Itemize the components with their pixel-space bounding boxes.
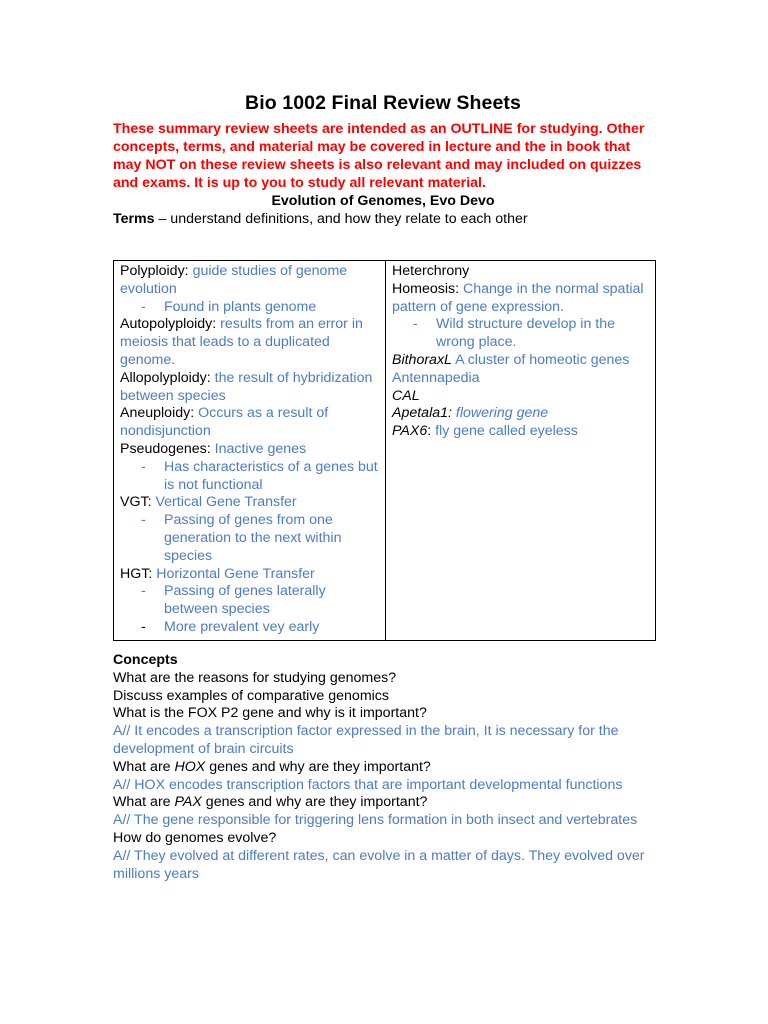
question-text: genes and why are they important? xyxy=(201,794,428,811)
question xyxy=(113,759,658,777)
term-pseudogenes xyxy=(120,441,380,459)
term-label: Aneuploidy: xyxy=(120,405,199,422)
bullet-text: Found in plants genome xyxy=(164,298,317,315)
term-label: PAX6 xyxy=(392,423,428,440)
terms-column-right xyxy=(386,261,656,641)
bullet-dash: - xyxy=(141,583,146,600)
term-homeosis xyxy=(392,281,650,317)
bullet-dash: - xyxy=(141,618,146,635)
terms-column-left xyxy=(114,261,386,641)
bullet-item xyxy=(120,619,380,637)
bullet-item xyxy=(120,583,380,619)
term-autopolyploidy xyxy=(120,316,380,369)
bullet-text: Passing of genes from one generation to the next within species xyxy=(164,512,342,564)
page-title: Bio 1002 Final Review Sheets xyxy=(245,92,521,114)
term-label: VGT: xyxy=(120,494,156,511)
answer: A// It encodes a transcription factor expressed in the brain, It is necessary for the development of brain circuits xyxy=(113,723,619,757)
term-label: Homeosis: xyxy=(392,280,463,297)
terms-instructions: – understand definitions, and how they relate to each other xyxy=(154,211,528,227)
term-separator: : xyxy=(427,423,436,440)
term-definition: Occurs as a result of nondisjunction xyxy=(120,405,329,440)
question: Discuss examples of comparative genomics xyxy=(113,687,389,704)
term-definition: Horizontal Gene Transfer xyxy=(156,565,315,582)
term-cal: CAL xyxy=(392,387,420,404)
term-hgt xyxy=(120,566,380,584)
question-text: What are xyxy=(113,794,175,811)
term-label: Pseudogenes: xyxy=(120,440,215,457)
term-definition: the result of hybridization between species xyxy=(120,369,373,404)
disclaimer-text: These summary review sheets are intended as an OUTLINE for studying. Other concepts, terms, and material may be covered in lecture and the in book that may NOT on these review sheets is also relevant and may included on quizzes and exams. It is up to you to study all relevant material. xyxy=(113,121,645,191)
terms-table xyxy=(113,260,656,641)
bullet-text: Has characteristics of a genes but is not functional xyxy=(164,458,378,493)
terms-label: Terms xyxy=(113,211,155,227)
bullet-item xyxy=(120,299,380,317)
answer: A// They evolved at different rates, can evolve in a matter of days. They evolved over millions years xyxy=(113,847,645,882)
term-pax6 xyxy=(392,423,650,441)
term-label: Polyploidy: xyxy=(120,263,193,279)
term-definition: flowering gene xyxy=(455,405,549,422)
bullet-item xyxy=(120,512,380,565)
term-label: Autopolyploidy: xyxy=(120,316,221,333)
term-heterchrony: Heterchrony xyxy=(392,263,470,279)
term-bithorax xyxy=(392,352,650,370)
bullet-item xyxy=(120,459,380,495)
term-antennapedia: Antennapedia xyxy=(392,369,480,386)
answer: A// HOX encodes transcription factors that are important developmental functions xyxy=(113,776,623,793)
term-label: HGT: xyxy=(120,565,157,582)
question xyxy=(113,794,658,812)
term-definition: fly gene called eyeless xyxy=(435,423,578,440)
term-polyploidy xyxy=(120,263,380,299)
term-vgt xyxy=(120,494,380,512)
term-label: Allopolyploidy: xyxy=(120,369,215,386)
question: How do genomes evolve? xyxy=(113,829,277,846)
term-definition: Vertical Gene Transfer xyxy=(155,494,297,511)
question-text: genes and why are they important? xyxy=(205,758,431,775)
term-definition: Inactive genes xyxy=(214,440,307,457)
bullet-text: Wild structure develop in the wrong place. xyxy=(436,316,616,351)
term-apetala1 xyxy=(392,405,650,423)
term-definition: A cluster of homeotic genes xyxy=(451,351,630,368)
bullet-dash: - xyxy=(141,298,146,315)
term-allopolyploidy xyxy=(120,370,380,406)
bullet-text: Passing of genes laterally between species xyxy=(164,583,326,618)
bullet-text: More prevalent vey early xyxy=(164,618,320,635)
question-text: What are xyxy=(113,758,175,775)
bullet-dash: - xyxy=(141,458,146,475)
question: What is the FOX P2 gene and why is it important? xyxy=(113,705,427,722)
section-heading: Evolution of Genomes, Evo Devo xyxy=(271,193,495,209)
term-label: Apetala1: xyxy=(392,405,456,422)
document-page xyxy=(113,92,653,882)
question-term: HOX xyxy=(174,758,206,775)
concepts-section xyxy=(113,652,658,883)
term-definition: results from an error in meiosis that leads to a duplicated genome. xyxy=(120,316,363,368)
bullet-item xyxy=(392,316,650,352)
term-aneuploidy xyxy=(120,405,380,441)
term-definition: Change in the normal spatial pattern of gene expression. xyxy=(392,280,644,315)
question-term: PAX xyxy=(174,794,202,811)
answer: A// The gene responsible for triggering lens formation in both insect and vertebrates xyxy=(113,812,638,829)
question: What are the reasons for studying genomes? xyxy=(113,669,397,686)
concepts-heading: Concepts xyxy=(113,652,178,668)
term-definition: guide studies of genome evolution xyxy=(120,263,348,297)
term-label: BithoraxL xyxy=(392,351,452,368)
terms-intro xyxy=(113,210,653,228)
bullet-dash: - xyxy=(413,316,418,333)
bullet-dash: - xyxy=(141,512,146,529)
